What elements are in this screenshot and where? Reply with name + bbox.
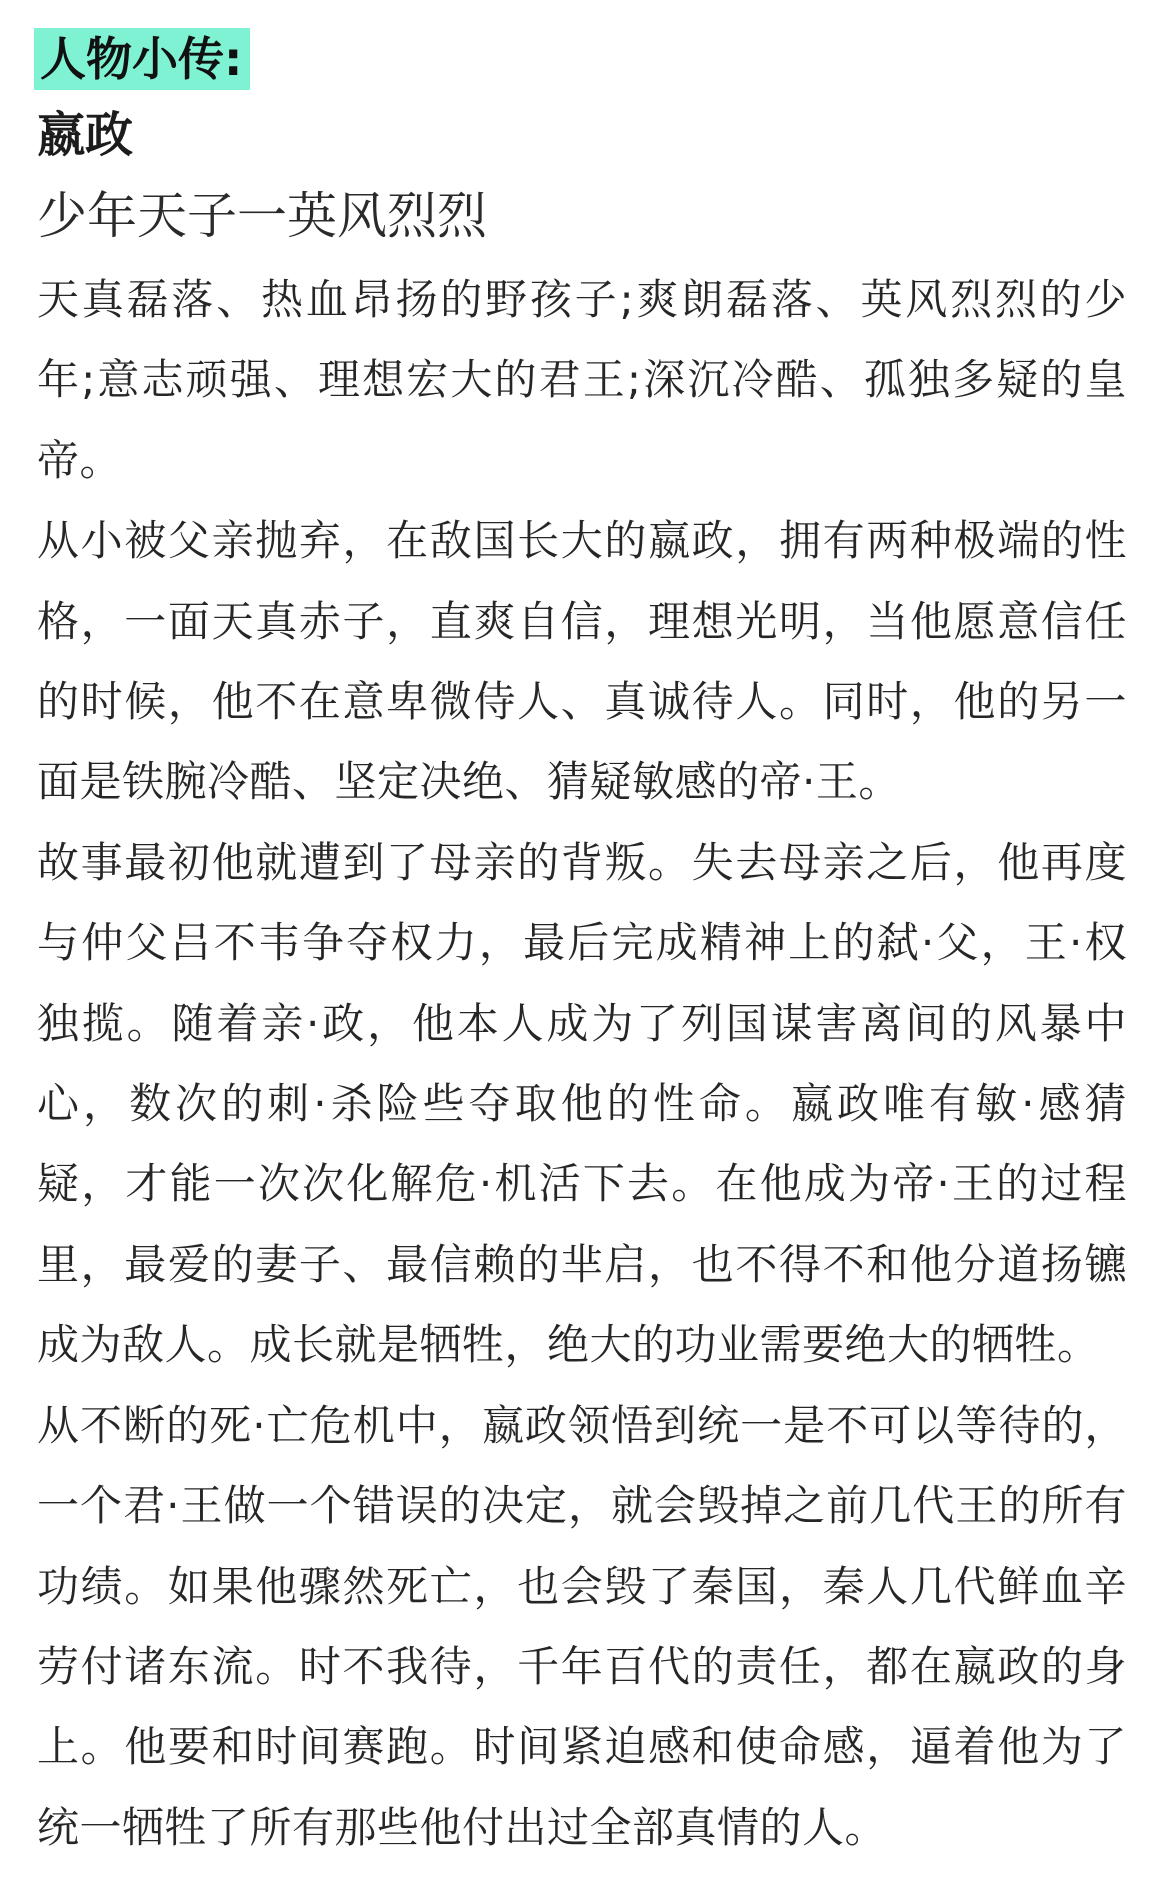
bio-paragraph: 故事最初他就遭到了母亲的背叛。失去母亲之后，他再度与仲父吕不韦争夺权力，最后完成精神上的弑·父，王·权独揽。随着亲·政，他本人成为了列国谋害离间的风暴中心，数次的刺·杀险些夺取他的性命。嬴政唯有敏·感猜疑，才能一次次化解危·机活下去。在他成为帝·王的过程里，最爱的妻子、最信赖的芈启，也不得不和他分道扬镳成为敌人。成长就是牺牲，绝大的功业需要绝大的牺牲。 xyxy=(37,837,1127,1370)
bio-paragraph: 天真磊落、热血昂扬的野孩子;爽朗磊落、英风烈烈的少年;意志顽强、理想宏大的君王;深沉冷酷、孤独多疑的皇帝。 xyxy=(37,275,1127,485)
bio-paragraph: 从不断的死·亡危机中，嬴政领悟到统一是不可以等待的，一个君·王做一个错误的决定，就会毁掉之前几代王的所有功绩。如果他骤然死亡，也会毁了秦国，秦人几代鲜血辛劳付诸东流。时不我待，千年百代的责任，都在嬴政的身上。他要和时间赛跑。时间紧迫感和使命感，逼着他为了统一牺牲了所有那些他付出过全部真情的人。 xyxy=(37,1400,1127,1852)
bio-paragraph: 从小被父亲抛弃，在敌国长大的嬴政，拥有两种极端的性格，一面天真赤子，直爽自信，理想光明，当他愿意信任的时候，他不在意卑微侍人、真诚待人。同时，他的另一面是铁腕冷酷、坚定决绝、猜疑敏感的帝·王。 xyxy=(37,516,1127,807)
bio-body xyxy=(37,260,1127,1868)
section-label: 人物小传: xyxy=(34,28,250,90)
character-name: 嬴政 xyxy=(37,107,134,163)
character-subtitle: 少年天子一英风烈烈 xyxy=(37,187,487,245)
